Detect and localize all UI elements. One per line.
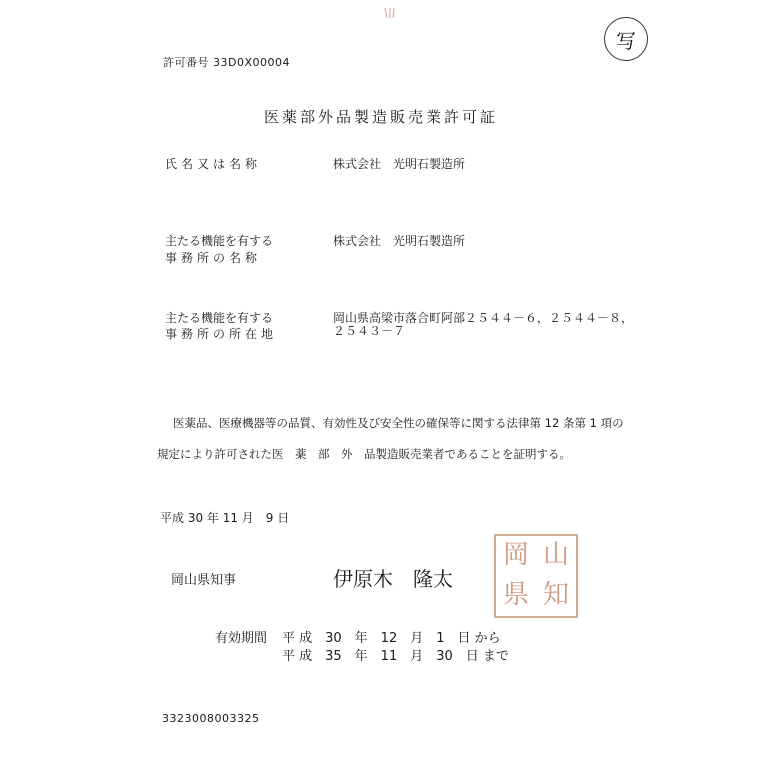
field-value-office-address-1: 岡山県高梁市落合町阿部２５４４－６，２５４４－８， <box>333 311 634 325</box>
signature: 伊原木 隆太 <box>333 567 453 591</box>
seal-char: 知 <box>542 580 569 610</box>
seal-char: 県 <box>502 580 529 610</box>
field-label-office-address-2: 事務所の所在地 <box>165 327 278 341</box>
field-value-name: 株式会社 光明石製造所 <box>333 157 466 171</box>
document-code: 3323008003325 <box>162 712 260 725</box>
validity-from: 平 成 30 年 12 月 1 日 から <box>282 631 501 646</box>
body-line-1: 医薬品、医療機器等の品質、有効性及び安全性の確保等に関する法律第 12 条第 1 項の <box>173 416 624 430</box>
field-label-office-address-1: 主たる機能を有する <box>165 311 274 325</box>
document-title: 医薬部外品製造販売業許可証 <box>264 108 499 126</box>
field-value-office-name: 株式会社 光明石製造所 <box>333 234 466 248</box>
field-label-name: 氏名又は名称 <box>165 157 262 171</box>
body-line-2: 規定により許可された医 薬 部 外 品製造販売業者であることを証明する。 <box>157 447 571 461</box>
seal-char: 山 <box>542 540 569 570</box>
field-label-office-name-1: 主たる機能を有する <box>165 234 274 248</box>
field-label-office-name-2: 事務所の名称 <box>165 251 262 265</box>
issue-date: 平成 30 年 11 月 9 日 <box>160 511 290 525</box>
tick-mark <box>383 6 397 20</box>
issuer: 岡山県知事 <box>171 573 237 588</box>
seal-char: 岡 <box>502 540 529 570</box>
license-number: 許可番号 33D0X00004 <box>163 56 290 69</box>
validity-label: 有効期間 <box>215 631 268 646</box>
official-seal <box>494 534 578 618</box>
validity-to: 平 成 35 年 11 月 30 日 まで <box>282 649 509 664</box>
copy-stamp: 写 <box>604 17 648 61</box>
field-value-office-address-2: ２５４３－７ <box>333 324 406 338</box>
